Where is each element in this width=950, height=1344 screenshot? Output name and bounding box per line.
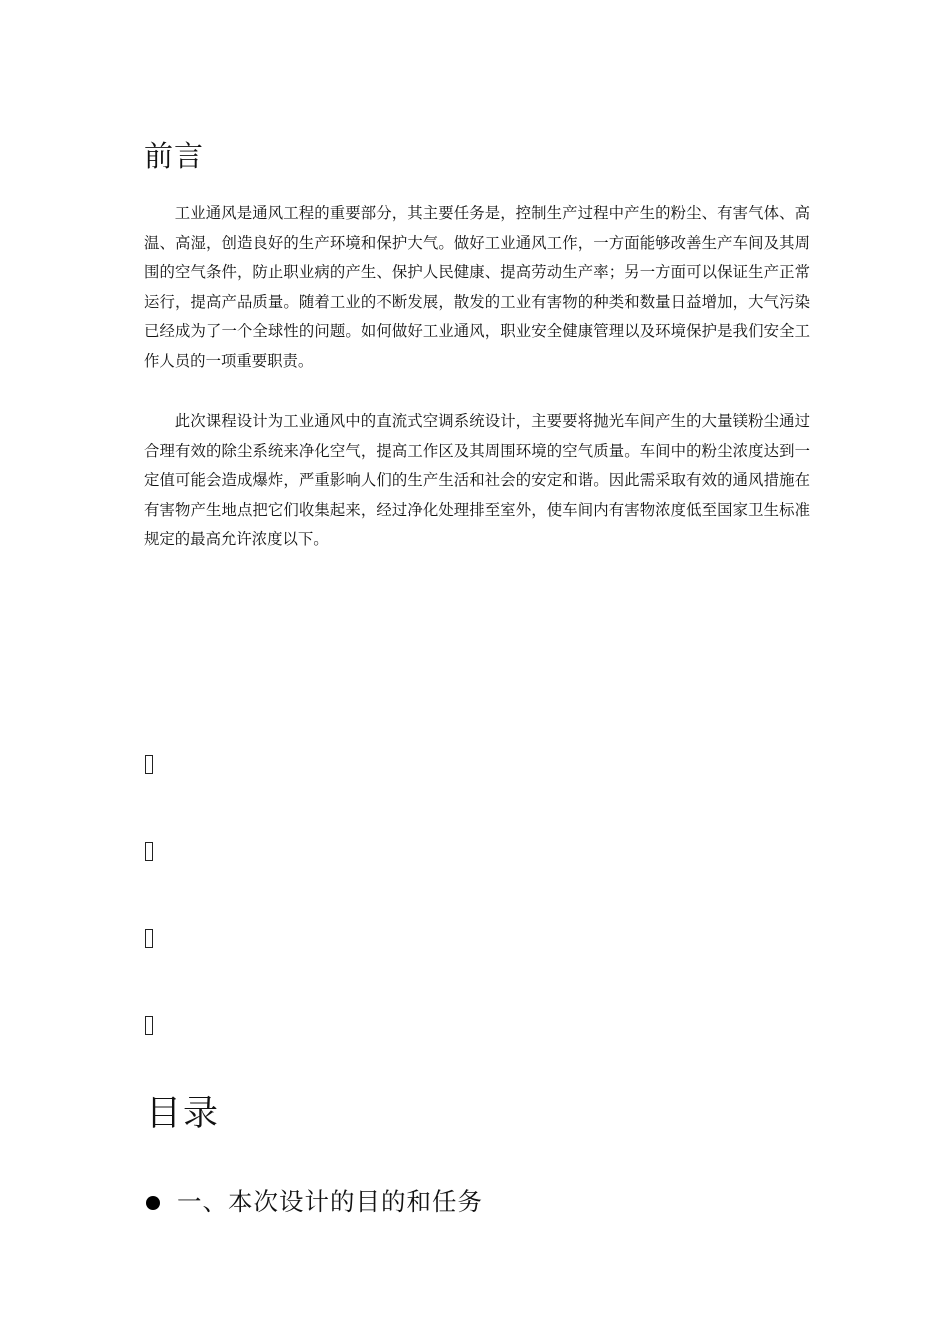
toc-item[interactable] bbox=[146, 1184, 483, 1220]
preface-paragraph-2: 此次课程设计为工业通风中的直流式空调系统设计，主要要将抛光车间产生的大量镁粉尘通过合理有效的除尘系统来净化空气，提高工作区及其周围环境的空气质量。车间中的粉尘浓度达到一定值可能会造成爆炸，严重影响人们的生产生活和社会的安定和谐。因此需采取有效的通风措施在有害物产生地点把它们收集起来，经过净化处理排至室外，使车间内有害物浓度低至国家卫生标准规定的最高允许浓度以下。 bbox=[144, 412, 810, 549]
missing-glyph-icon bbox=[145, 1016, 153, 1035]
missing-glyph-icon bbox=[145, 755, 153, 774]
preface-paragraph-1: 工业通风是通风工程的重要部分，其主要任务是，控制生产过程中产生的粉尘、有害气体、高温、高湿，创造良好的生产环境和保护大气。做好工业通风工作，一方面能够改善生产车间及其周围的空气条件，防止职业病的产生、保护人民健康、提高劳动生产率；另一方面可以保证生产正常运行，提高产品质量。随着工业的不断发展，散发的工业有害物的种类和数量日益增加，大气污染已经成为了一个全球性的问题。如何做好工业通风，职业安全健康管理以及环境保护是我们安全工作人员的一项重要职责。 bbox=[144, 204, 810, 370]
toc-item-label: 一、本次设计的目的和任务 bbox=[177, 1187, 483, 1216]
missing-glyph-icon bbox=[145, 929, 153, 948]
preface-heading: 前言 bbox=[144, 139, 205, 173]
missing-glyph-icon bbox=[145, 842, 153, 861]
bullet-icon bbox=[146, 1196, 160, 1210]
toc-heading: 目录 bbox=[146, 1094, 221, 1134]
